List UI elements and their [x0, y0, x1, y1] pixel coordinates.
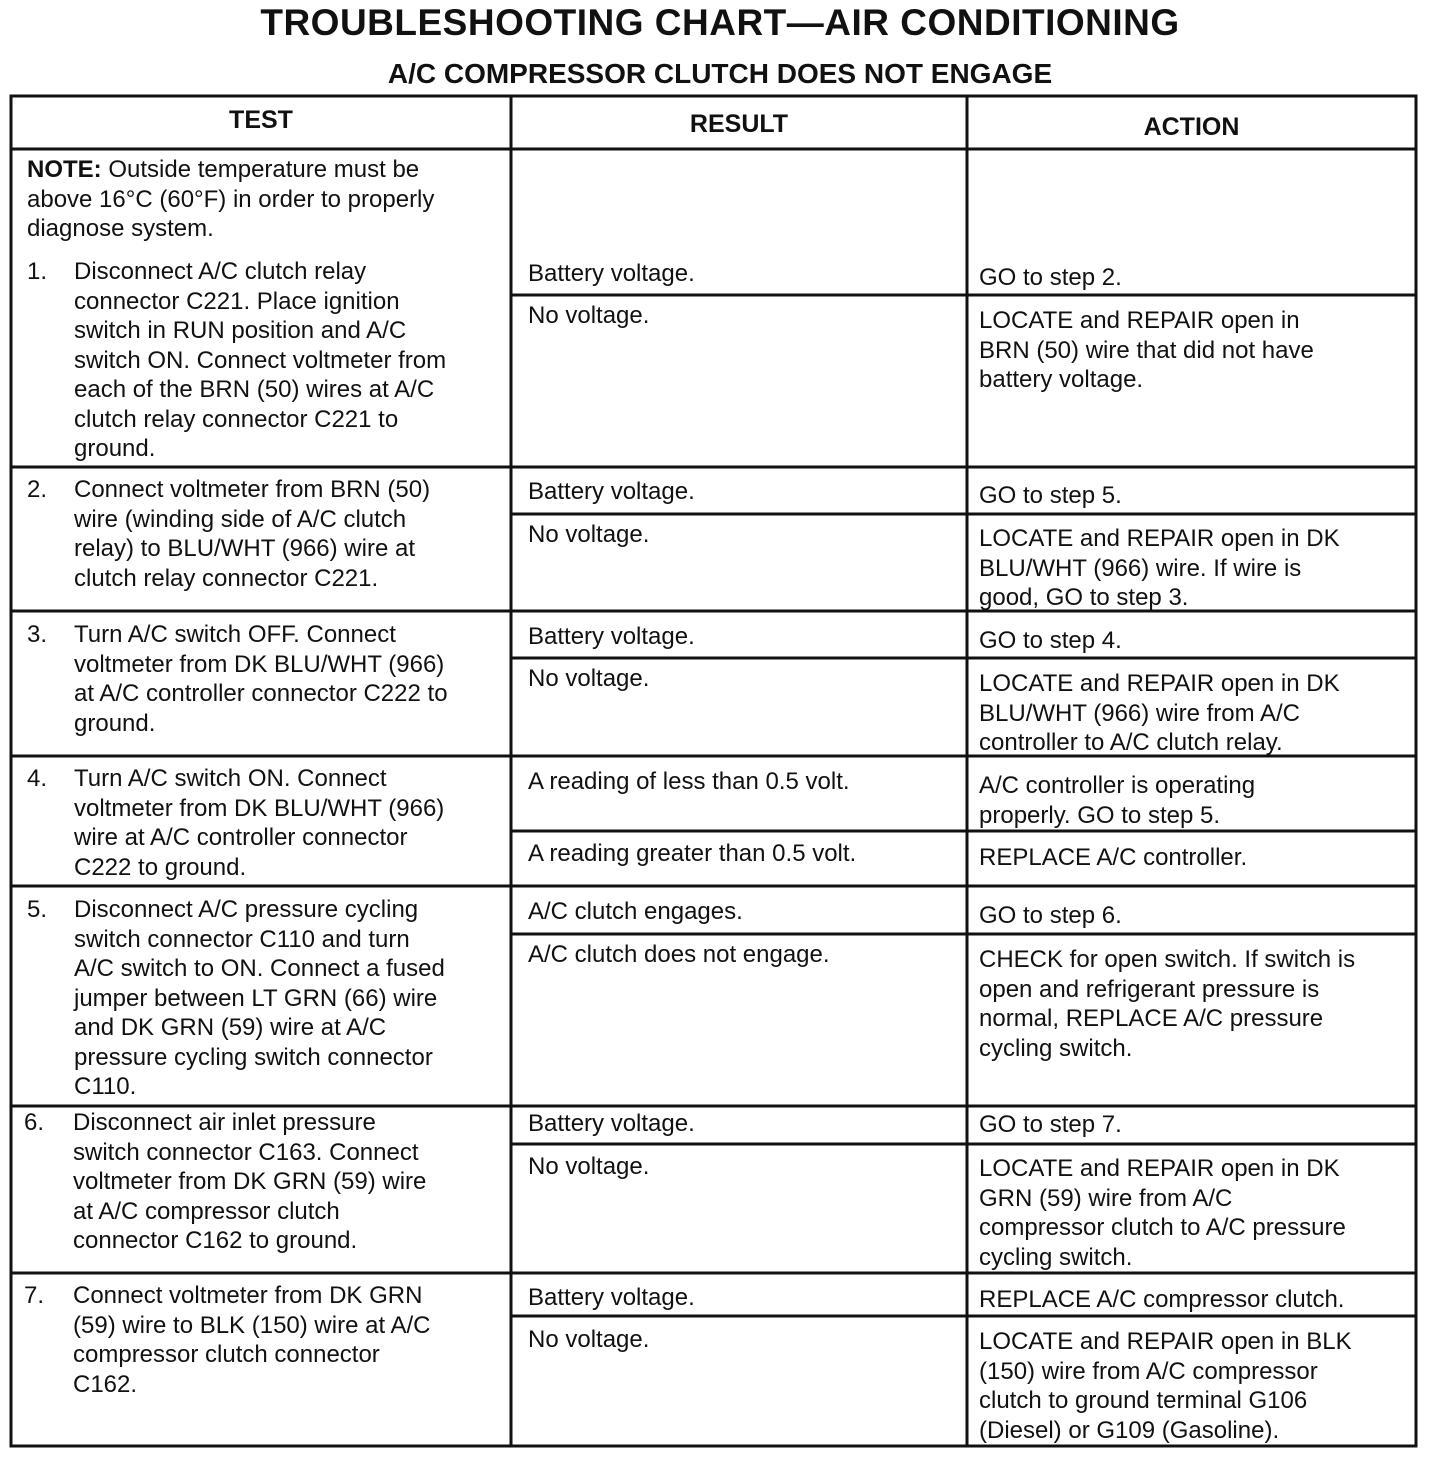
step-test-text: Disconnect A/C clutch relay connector C221. Place ignition switch in RUN position and A/C switch ON. Connect voltmeter from each of the BRN (50) wires at A/C clutch relay connector C221 to ground. — [74, 258, 447, 462]
result-text: No voltage. — [528, 521, 650, 548]
step-number: 1. — [27, 258, 48, 285]
result-text: Battery voltage. — [528, 1110, 695, 1137]
action-text: GO to step 5. — [979, 482, 1122, 509]
result-text: A reading greater than 0.5 volt. — [528, 840, 857, 867]
step-number: 7. — [24, 1282, 45, 1309]
step-number: 6. — [24, 1109, 45, 1136]
action-text: A/C controller is operating properly. GO to step 5. — [979, 772, 1256, 829]
action-text: LOCATE and REPAIR open in DK BLU/WHT (966) wire from A/C controller to A/C clutch relay. — [979, 670, 1340, 756]
result-text: Battery voltage. — [528, 478, 695, 505]
result-text: No voltage. — [528, 302, 650, 329]
step-number: 2. — [27, 476, 48, 503]
action-text: GO to step 7. — [979, 1111, 1122, 1138]
header-test: TEST — [229, 106, 293, 134]
step-test-text: Connect voltmeter from BRN (50) wire (winding side of A/C clutch relay) to BLU/WHT (966) wire at clutch relay connector C221. — [74, 476, 431, 592]
step-test-text: Turn A/C switch OFF. Connect voltmeter from DK BLU/WHT (966) at A/C controller connector C222 to ground. — [74, 621, 448, 737]
step-test-text: Turn A/C switch ON. Connect voltmeter from DK BLU/WHT (966) wire at A/C controller connector C222 to ground. — [74, 765, 445, 881]
step-number: 4. — [27, 765, 48, 792]
header-action: ACTION — [1143, 113, 1240, 141]
step-number: 3. — [27, 621, 48, 648]
action-text: CHECK for open switch. If switch is open and refrigerant pressure is normal, REPLACE A/C pressure cycling switch. — [979, 946, 1356, 1062]
result-text: Battery voltage. — [528, 1284, 695, 1311]
action-text: LOCATE and REPAIR open in BLK (150) wire from A/C compressor clutch to ground terminal G106 (Diesel) or G109 (Gasoline). — [979, 1328, 1352, 1444]
action-text: GO to step 2. — [979, 264, 1122, 291]
result-text: A/C clutch does not engage. — [528, 941, 830, 968]
note-label: NOTE: — [27, 156, 102, 183]
action-text: LOCATE and REPAIR open in BRN (50) wire that did not have battery voltage. — [979, 307, 1314, 393]
result-text: No voltage. — [528, 1326, 650, 1353]
step-test-text: Connect voltmeter from DK GRN (59) wire to BLK (150) wire at A/C compressor clutch connector C162. — [73, 1282, 431, 1398]
action-text: GO to step 6. — [979, 902, 1122, 929]
result-text: A reading of less than 0.5 volt. — [528, 768, 850, 795]
chart-title: TROUBLESHOOTING CHART—AIR CONDITIONING — [260, 2, 1180, 43]
action-text: GO to step 4. — [979, 627, 1122, 654]
result-text: No voltage. — [528, 1153, 650, 1180]
step-test-text: Disconnect A/C pressure cycling switch connector C110 and turn A/C switch to ON. Connect a fused jumper between LT GRN (66) wire and DK GRN (59) wire at A/C pressure cycling switch connector C110. — [74, 896, 445, 1100]
step-test-text: Disconnect air inlet pressure switch connector C163. Connect voltmeter from DK GRN (59) wire at A/C compressor clutch connector C162 to ground. — [73, 1109, 427, 1254]
result-text: A/C clutch engages. — [528, 898, 743, 925]
result-text: Battery voltage. — [528, 260, 695, 287]
header-result: RESULT — [689, 110, 789, 138]
action-text: LOCATE and REPAIR open in DK GRN (59) wire from A/C compressor clutch to A/C pressure cycling switch. — [979, 1155, 1346, 1271]
action-text: REPLACE A/C controller. — [979, 844, 1248, 871]
note-text: Outside temperature must be above 16°C (60°F) in order to properly diagnose system. — [27, 156, 435, 242]
action-text: LOCATE and REPAIR open in DK BLU/WHT (966) wire. If wire is good, GO to step 3. — [979, 525, 1340, 611]
chart-subtitle: A/C COMPRESSOR CLUTCH DOES NOT ENGAGE — [387, 58, 1053, 89]
note — [27, 155, 507, 244]
result-text: No voltage. — [528, 665, 650, 692]
step-number: 5. — [27, 896, 48, 923]
result-text: Battery voltage. — [528, 623, 695, 650]
action-text: REPLACE A/C compressor clutch. — [979, 1286, 1345, 1313]
